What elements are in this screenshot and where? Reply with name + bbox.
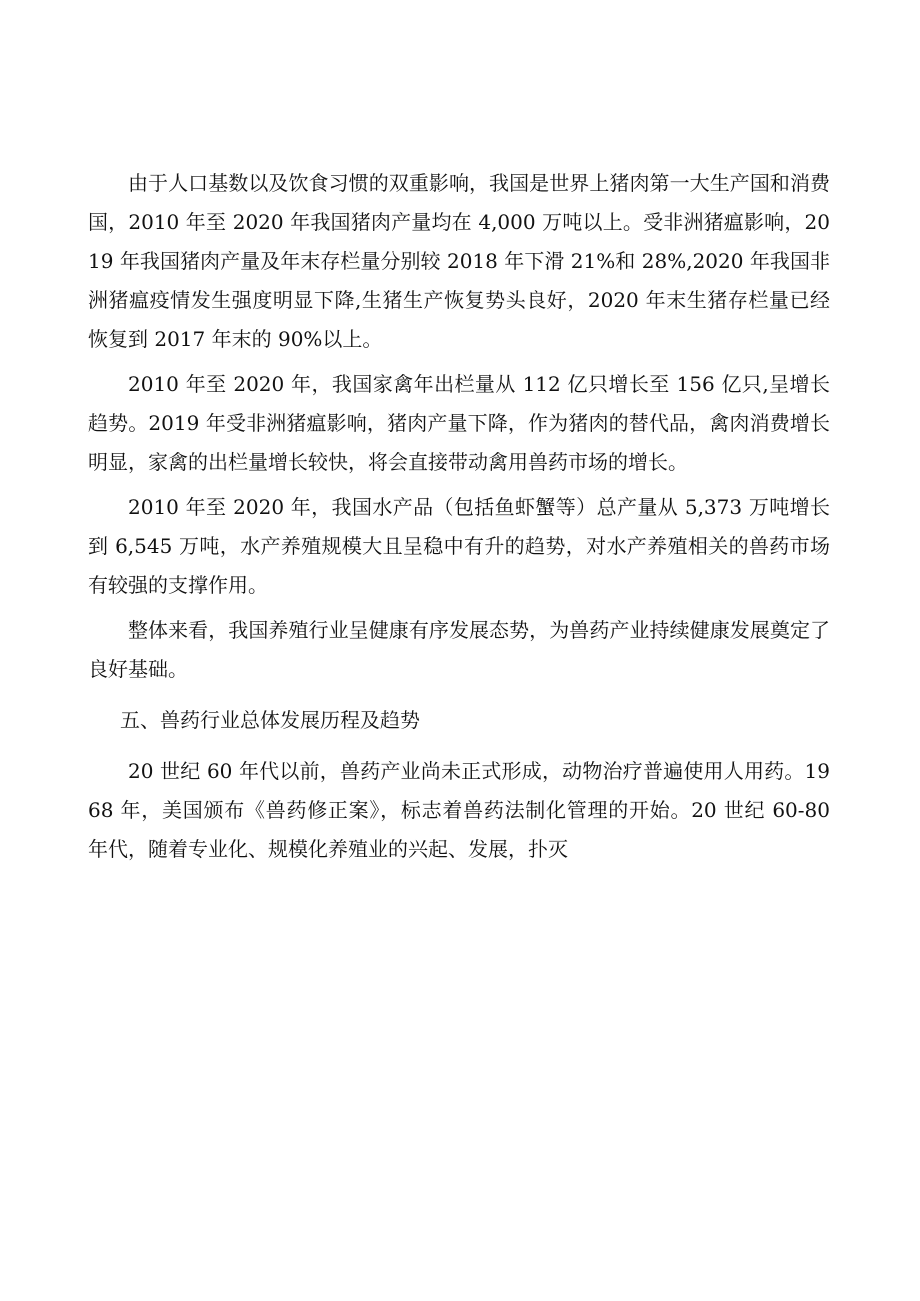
paragraph-history: 20 世纪 60 年代以前，兽药产业尚未正式形成，动物治疗普遍使用人用药。1968 年，美国颁布《兽药修正案》，标志着兽药法制化管理的开始。20 世纪 60-80 年代，随着专业化、规模化养殖业的兴起、发展，扑灭 — [88, 759, 830, 861]
paragraph-pork-production: 由于人口基数以及饮食习惯的双重影响，我国是世界上猪肉第一大生产国和消费国，2010 年至 2020 年我国猪肉产量均在 4,000 万吨以上。受非洲猪瘟影响，2019 年我国猪肉产量及年末存栏量分别较 2018 年下滑 21%和 28%,2020 年我国非洲猪瘟疫情发生强度明显下降,生猪生产恢复势头良好，2020 年末生猪存栏量已经恢复到 2017 年末的 90%以上。 — [88, 171, 830, 351]
document-body — [88, 164, 830, 869]
paragraph-poultry-output: 2010 年至 2020 年，我国家禽年出栏量从 112 亿只增长至 156 亿只,呈增长趋势。2019 年受非洲猪瘟影响，猪肉产量下降，作为猪肉的替代品，禽肉消费增长明显，家禽的出栏量增长较快，将会直接带动禽用兽药市场的增长。 — [88, 372, 830, 474]
paragraph-overall-summary: 整体来看，我国养殖行业呈健康有序发展态势，为兽药产业持续健康发展奠定了良好基础。 — [88, 618, 830, 681]
section-heading: 五、兽药行业总体发展历程及趋势 — [120, 708, 420, 732]
paragraph-aquatic-products: 2010 年至 2020 年，我国水产品（包括鱼虾蟹等）总产量从 5,373 万吨增长到 6,545 万吨，水产养殖规模大且呈稳中有升的趋势，对水产养殖相关的兽药市场有较强的支撑作用。 — [88, 495, 830, 597]
